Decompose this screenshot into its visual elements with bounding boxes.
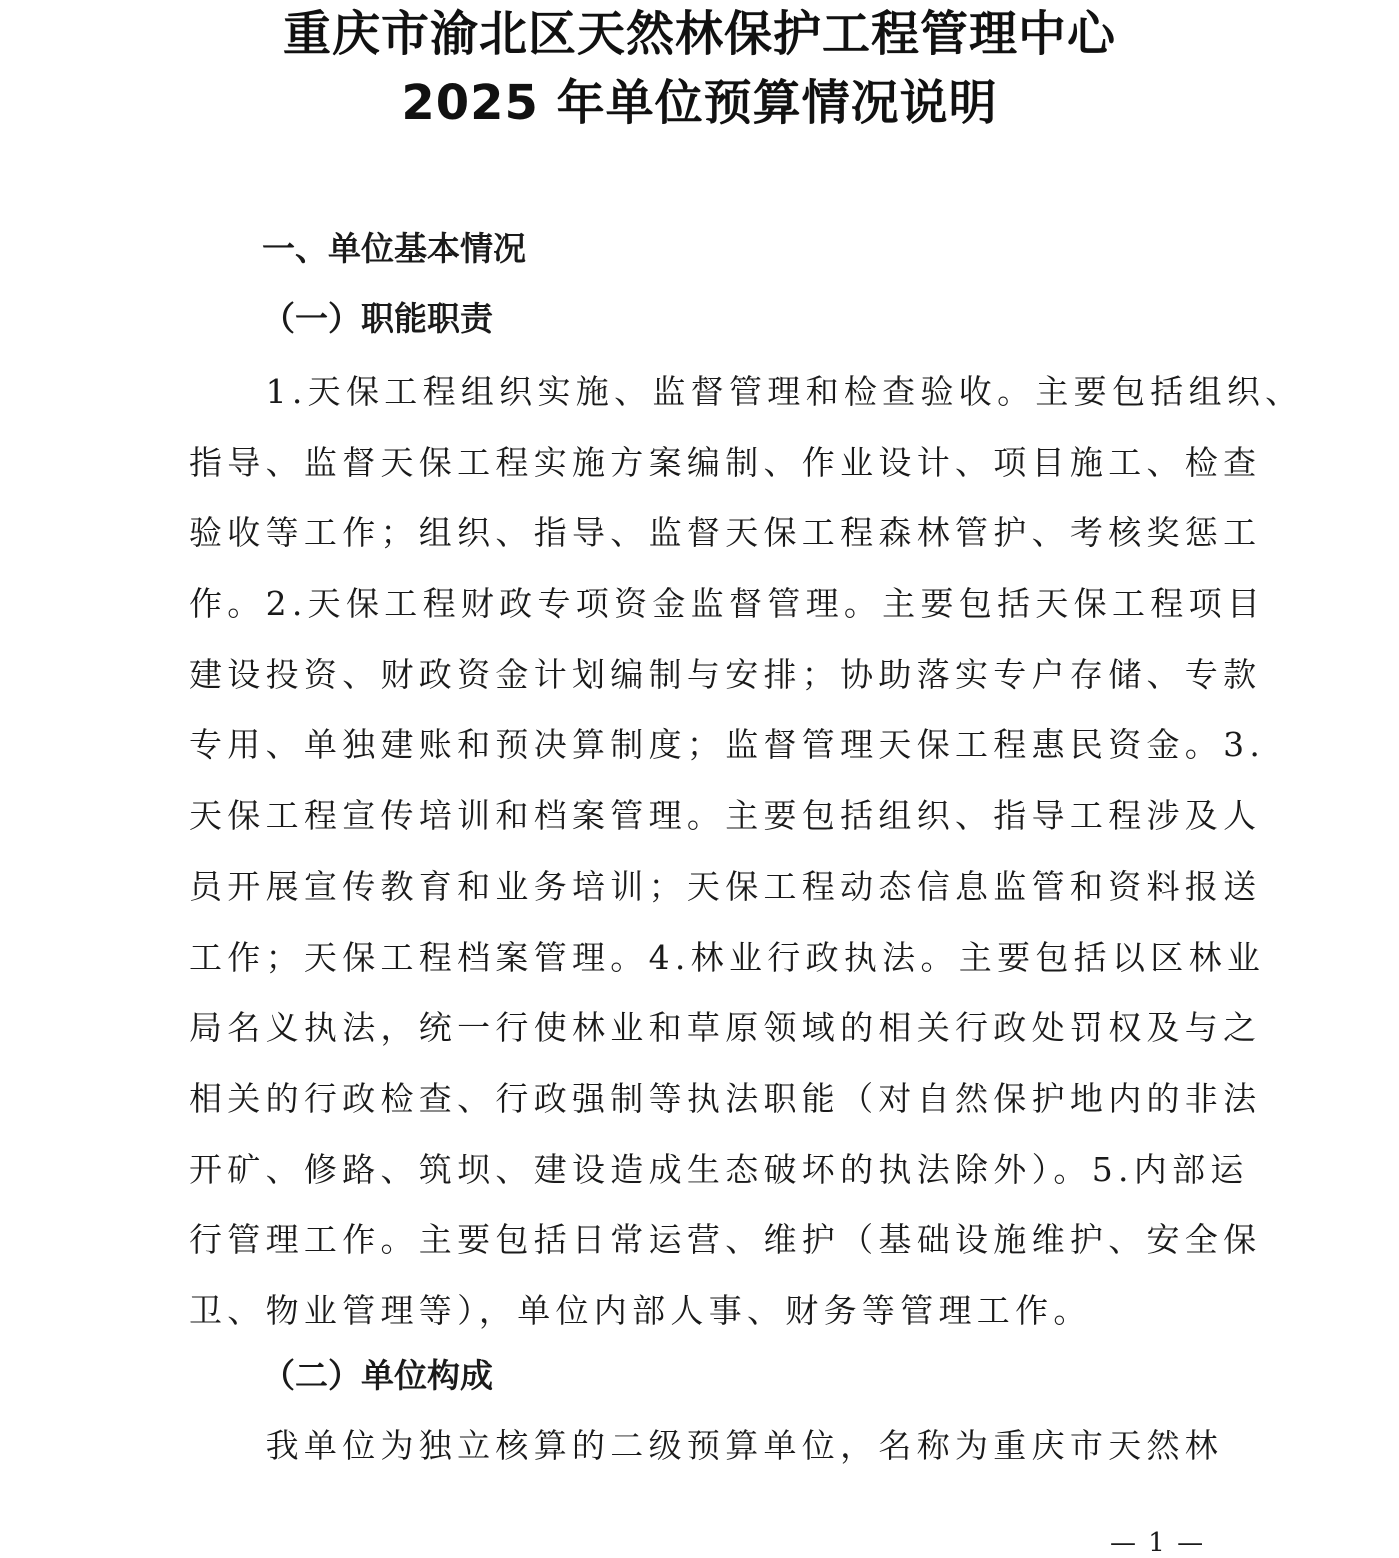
paragraph-line: 卫、物业管理等），单位内部人事、财务等管理工作。 [189, 1290, 1092, 1330]
section-heading-basic-info: 一、单位基本情况 [262, 229, 526, 268]
paragraph-line: 建设投资、财政资金计划编制与安排；协助落实专户存储、专款 [189, 654, 1262, 694]
functions-paragraph [189, 357, 1304, 1347]
paragraph-line: 专用、单独建账和预决算制度；监督管理天保工程惠民资金。3. [189, 725, 1266, 765]
paragraph-line: 1.天保工程组织实施、监督管理和检查验收。主要包括组织、 [189, 372, 1304, 411]
composition-paragraph [189, 1411, 1229, 1482]
paragraph-line: 员开展宣传教育和业务培训；天保工程动态信息监管和资料报送 [189, 866, 1262, 906]
paragraph-line: 行管理工作。主要包括日常运营、维护（基础设施维护、安全保 [189, 1220, 1262, 1260]
paragraph-line: 开矿、修路、筑坝、建设造成生态破坏的执法除外）。5.内部运 [189, 1149, 1249, 1189]
paragraph-line: 工作；天保工程档案管理。4.林业行政执法。主要包括以区林业 [189, 937, 1266, 977]
subsection-heading-composition: （二）单位构成 [262, 1356, 493, 1395]
subsection-heading-functions: （一）职能职责 [262, 299, 493, 338]
paragraph-line: 我单位为独立核算的二级预算单位，名称为重庆市天然林 [189, 1426, 1224, 1465]
paragraph-line: 作。2.天保工程财政专项资金监督管理。主要包括天保工程项目 [189, 584, 1266, 624]
paragraph-line: 验收等工作；组织、指导、监督天保工程森林管护、考核奖惩工 [189, 513, 1262, 553]
paragraph-line: 相关的行政检查、行政强制等执法职能（对自然保护地内的非法 [189, 1078, 1262, 1118]
page-number: — 1 — [1110, 1528, 1206, 1558]
document-title-line-1: 重庆市渝北区天然林保护工程管理中心 [282, 6, 1116, 62]
paragraph-line: 局名义执法，统一行使林业和草原领域的相关行政处罚权及与之 [189, 1008, 1262, 1048]
paragraph-line: 天保工程宣传培训和档案管理。主要包括组织、指导工程涉及人 [189, 796, 1262, 836]
paragraph-line: 指导、监督天保工程实施方案编制、作业设计、项目施工、检查 [189, 442, 1262, 482]
document-title-line-2: 2025 年单位预算情况说明 [401, 75, 998, 131]
